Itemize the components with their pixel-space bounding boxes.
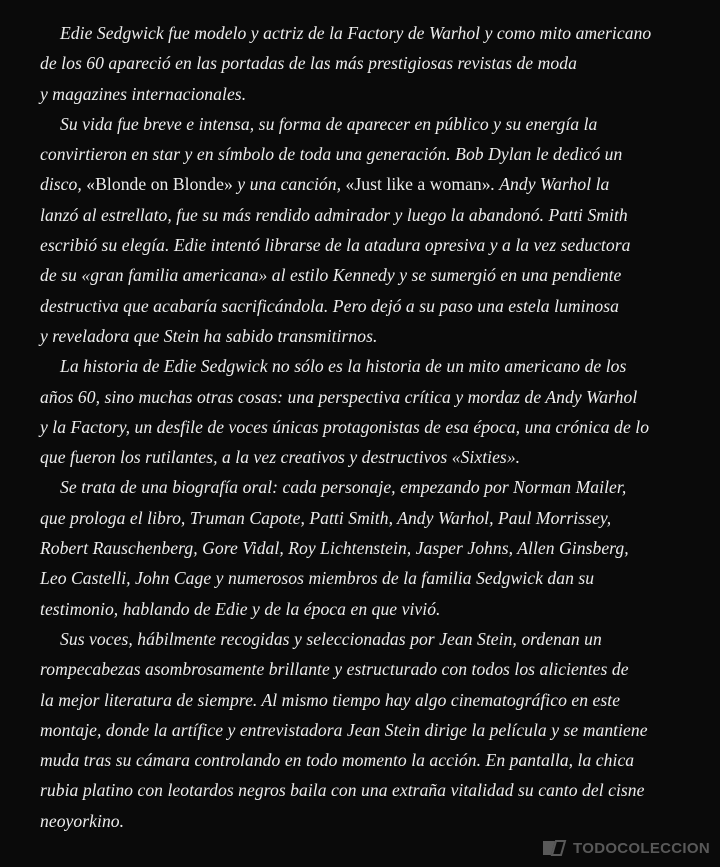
todocoleccion-logo-icon: [541, 839, 567, 857]
text-line: [40, 775, 698, 805]
text-segment: y la Factory, un desfile de voces únicas protagonistas de esa época, una crónica de lo: [40, 416, 650, 437]
text-line: [40, 715, 698, 745]
text-segment: la mejor literatura de siempre. Al mismo tiempo hay algo cinematográfico en este: [40, 689, 621, 710]
text-line: [40, 260, 698, 290]
text-line: [40, 442, 698, 472]
text-line: [40, 412, 698, 442]
text-segment: montaje, donde la artífice y entrevistadora Jean Stein dirige la película y se mantiene: [40, 719, 648, 740]
text-segment: Robert Rauschenberg, Gore Vidal, Roy Lichtenstein, Jasper Johns, Allen Ginsberg,: [40, 538, 629, 559]
quoted-title: «Blonde on Blonde»: [86, 174, 233, 195]
text-segment: que fueron los rutilantes, a la vez creativos y destructivos «Sixties».: [40, 447, 521, 468]
paragraph: [40, 472, 698, 623]
paragraph: [40, 351, 698, 472]
text-segment: y magazines internacionales.: [40, 83, 247, 104]
text-segment: La historia de Edie Sedgwick no sólo es la historia de un mito americano de los: [60, 356, 627, 377]
text-segment: lanzó al estrellato, fue su más rendido admirador y luego la abandonó. Patti Smith: [40, 204, 628, 225]
text-line: [40, 351, 698, 381]
text-segment: destructiva que acabaría sacrificándola. Pero dejó a su paso una estela luminosa: [40, 295, 619, 316]
text-segment: Su vida fue breve e intensa, su forma de aparecer en público y su energía la: [60, 113, 598, 134]
paragraph: [40, 624, 698, 836]
text-segment: disco,: [40, 174, 87, 195]
text-segment: muda tras su cámara controlando en todo momento la acción. En pantalla, la chica: [40, 750, 635, 771]
text-segment: Leo Castelli, John Cage y numerosos miembros de la familia Sedgwick dan su: [40, 568, 595, 589]
text-line: [40, 472, 698, 502]
text-segment: Sus voces, hábilmente recogidas y seleccionadas por Jean Stein, ordenan un: [60, 628, 602, 649]
text-line: [40, 685, 698, 715]
text-line: [40, 624, 698, 654]
text-line: [40, 79, 698, 109]
text-line: [40, 18, 698, 48]
synopsis-text: [40, 18, 698, 836]
watermark-text: TODOCOLECCION: [573, 839, 710, 857]
text-segment: testimonio, hablando de Edie y de la época en que vivió.: [40, 598, 441, 619]
text-line: [40, 200, 698, 230]
text-line: [40, 169, 698, 199]
paragraph: [40, 18, 698, 109]
text-line: [40, 745, 698, 775]
text-segment: al estilo Kennedy y se sumergió en una pendiente: [267, 265, 622, 286]
text-line: [40, 654, 698, 684]
text-line: [40, 563, 698, 593]
text-segment: escribió su elegía. Edie intentó librarse de la atadura opresiva y a la vez seductora: [40, 235, 631, 256]
text-line: [40, 230, 698, 260]
text-segment: neoyorkino.: [40, 810, 125, 831]
paragraph: [40, 109, 698, 351]
text-segment: Se trata de una biografía oral: cada personaje, empezando por Norman Mailer,: [60, 477, 627, 498]
text-segment: rompecabezas asombrosamente brillante y estructurado con todos los alicientes de: [40, 659, 629, 680]
quoted-title: «Just like a woman»: [345, 174, 491, 195]
text-line: [40, 806, 698, 836]
text-line: [40, 533, 698, 563]
text-line: [40, 321, 698, 351]
text-segment: y reveladora que Stein ha sabido transmitirnos.: [40, 325, 378, 346]
text-segment: que prologa el libro, Truman Capote, Patti Smith, Andy Warhol, Paul Morrissey,: [40, 507, 612, 528]
text-segment: años 60, sino muchas otras cosas: una perspectiva crítica y mordaz de Andy Warhol: [40, 386, 638, 407]
text-segment: de su: [40, 265, 82, 286]
text-segment: convirtieron en star y en símbolo de toda una generación. Bob Dylan le dedicó un: [40, 144, 623, 165]
text-line: [40, 503, 698, 533]
text-segment: Edie Sedgwick fue modelo y actriz de la Factory de Warhol y como mito americano: [60, 23, 652, 43]
text-line: [40, 139, 698, 169]
text-segment: de los 60 apareció en las portadas de las más prestigiosas revistas de moda: [40, 53, 577, 74]
text-line: [40, 48, 698, 78]
watermark: [541, 839, 710, 857]
text-segment: «gran familia americana»: [81, 265, 268, 286]
text-segment: rubia platino con leotardos negros baila con una extraña vitalidad su canto del cisne: [40, 780, 645, 801]
text-segment: y una canción,: [232, 174, 346, 195]
text-line: [40, 291, 698, 321]
text-line: [40, 109, 698, 139]
text-line: [40, 594, 698, 624]
text-line: [40, 382, 698, 412]
text-segment: . Andy Warhol la: [490, 174, 610, 195]
